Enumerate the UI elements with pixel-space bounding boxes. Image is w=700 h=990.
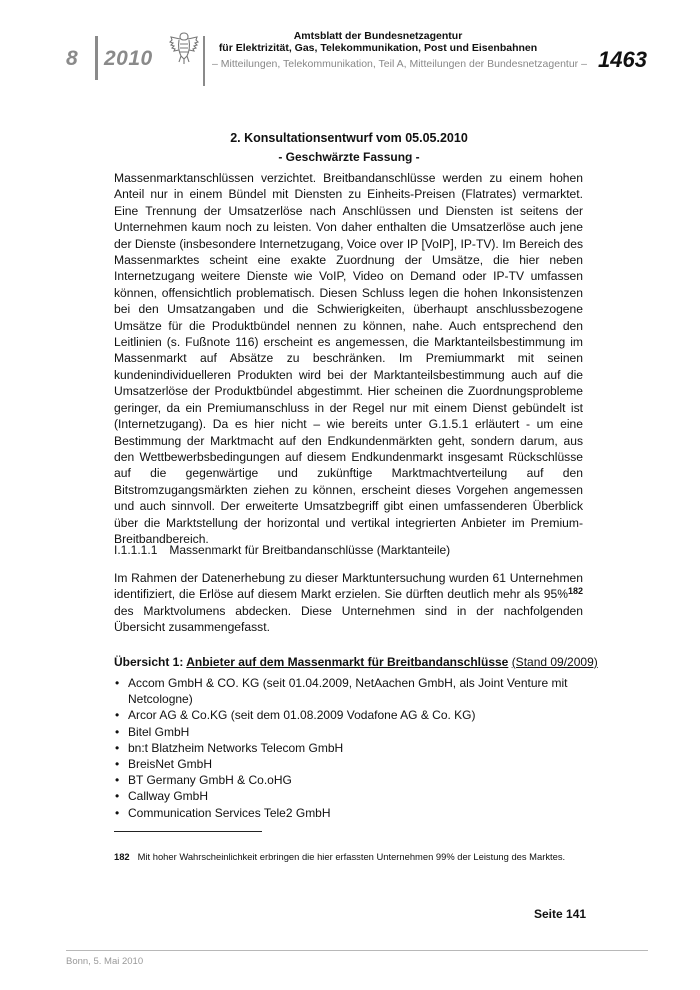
section-heading <box>114 543 450 557</box>
publication-subtitle: – Mitteilungen, Telekommunikation, Teil A, Mitteilungen der Bundesnetzagentur – <box>212 58 587 70</box>
footnote-text: Mit hoher Wahrscheinlichkeit erbringen die hier erfassten Unternehmen 99% der Leistung des Marktes. <box>137 851 566 862</box>
document-subtitle: - Geschwärzte Fassung - <box>278 150 420 164</box>
issue-number: 8 <box>66 47 79 70</box>
body-paragraph-1: Massenmarktanschlüssen verzichtet. Breitbandanschlüsse werden zu einem hohen Anteil nur in einem Bündel mit Diensten zu Einheits-Preisen (Flatrates) vermarktet. Eine Trennung der Umsatzerlöse nach Anschlüssen und Diensten ist seitens der Unternehmen kaum noch zu leisten. Von daher enthalten die Umsatzerlöse auch jene der Dienste (insbesondere Internetzugang, Voice over IP [VoIP], IP-TV). Im Bereich des Massenmarktes scheint eine exakte Zuordnung der Umsätze, die hier neben Internetzugang weitere Dienste wie VoIP, Video on Demand oder IP-TV umfassen können, offensichtlich problematisch. Diesen Schluss legen die hohen Inkonsistenzen bei den Umsatzangaben und die Schwierigkeiten, überhaupt anschlussbezogene Umsätze für die Produktbündel nennen zu können, nahe. Auch entsprechend den Leitlinien (s. Fußnote 116) erscheint es angemessen, die Marktanteilsbestimmung im Massenmarkt auf Absätze zu beschränken. Im Premiummarkt mit seinen kundenindividuelleren Produkten wird bei der Marktanteilsbestimmung auch auf die Umsatzerlöse der Produktbündel abgestimmt. Hier scheinen die Zuordnungsprobleme geringer, da ein Premiumanschluss in der Regel nur mit einem Dienst gebündelt ist (Internetzugang). Da es hier nicht – wie bereits unter G.1.5.1 erläutert - um eine Bestimmung der Marktmacht auf den Endkundenmärkten geht, sondern darum, aus den Wettbewerbsbedingungen auf diesem Endkundenmarkt insgesamt Rückschlüsse auf die gegenwärtige und zukünftige Marktmachtverteilung auf den Bitstromzugangsmärkten ziehen zu können, erscheint dieses Vorgehen angemessen und auch sinnvoll. Der erweiterte Umsatzbegriff gibt einen umfassenderen Überblick über die Marktstellung der horizontal und vertikal integrierten Anbieter im Premium-Breitbandbereich. <box>114 171 583 546</box>
overview-note: (Stand 09/2009) <box>511 655 598 669</box>
footnote-reference[interactable]: 182 <box>567 586 583 597</box>
list-item: • bn:t Blatzheim Networks Telecom GmbH <box>114 740 584 756</box>
list-item: • Arcor AG & Co.KG (seit dem 01.08.2009 Vodafone AG & Co. KG) <box>114 707 584 723</box>
publication-title <box>212 30 544 54</box>
overview-label: Übersicht 1: <box>114 655 184 669</box>
list-item: • Bitel GmbH <box>114 724 584 740</box>
footnote-divider <box>114 831 262 832</box>
body-paragraph-2 <box>114 570 583 636</box>
federal-eagle-icon <box>168 30 200 66</box>
footer-date: Bonn, 5. Mai 2010 <box>66 956 144 967</box>
list-item: • Accom GmbH & CO. KG (seit 01.04.2009, NetAachen GmbH, als Joint Venture mit Netcologne) <box>114 675 584 707</box>
overview-title: Anbieter auf dem Massenmarkt für Breitbandanschlüsse <box>186 655 509 669</box>
list-item: • Callway GmbH <box>114 788 584 804</box>
list-item: • BreisNet GmbH <box>114 756 584 772</box>
provider-list <box>114 675 584 821</box>
page-number: 1463 <box>598 47 647 72</box>
header-year: 2010 <box>104 47 153 70</box>
paragraph-2-text-continued: des Marktvolumens abdecken. Diese Unternehmen sind in der nachfolgenden Übersicht zusammengefasst. <box>114 603 583 635</box>
section-number: I.1.1.1.1 <box>114 543 158 557</box>
publication-title-line2: für Elektrizität, Gas, Telekommunikation, Post und Eisenbahnen <box>218 42 538 54</box>
overview-heading <box>114 655 598 669</box>
publication-title-line1: Amtsblatt der Bundesnetzagentur <box>293 30 463 42</box>
header-divider-1 <box>95 36 98 80</box>
list-item: • BT Germany GmbH & Co.oHG <box>114 772 584 788</box>
internal-page-label: Seite 141 <box>534 907 587 921</box>
list-item: • Communication Services Tele2 GmbH <box>114 805 584 821</box>
paragraph-2-text: Im Rahmen der Datenerhebung zu dieser Marktuntersuchung wurden 61 Unternehmen identifiziert, die Erlöse auf diesem Markt erzielen. Sie dürften deutlich mehr als 95% <box>114 571 583 602</box>
section-title: Massenmarkt für Breitbandanschlüsse (Marktanteile) <box>169 543 451 557</box>
footer-divider <box>66 950 648 951</box>
header-divider-2 <box>203 36 205 86</box>
document-title: 2. Konsultationsentwurf vom 05.05.2010 <box>230 131 468 145</box>
footnote <box>114 851 565 862</box>
footnote-number: 182 <box>114 851 130 862</box>
